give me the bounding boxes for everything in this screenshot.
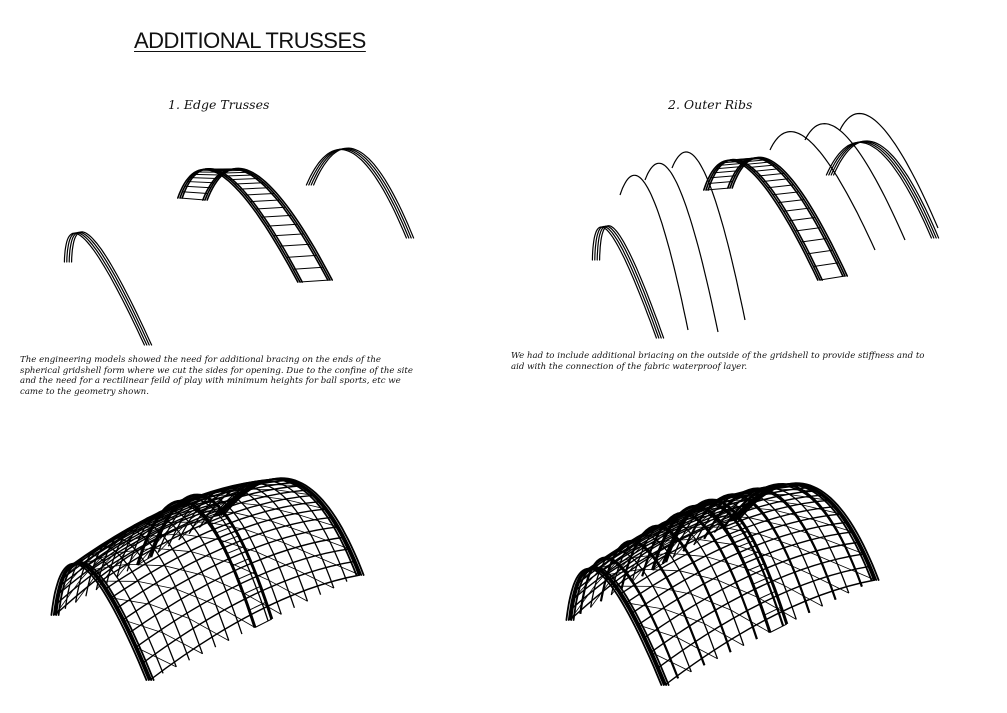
edge-truss-center-rung (188, 182, 214, 183)
edge-truss-center-rung (230, 178, 259, 179)
rib-truss-center-rung (784, 208, 810, 211)
edge-truss-center-rung (250, 200, 280, 202)
gridshell-truss-rung (770, 624, 787, 632)
rib-truss-center-chord (708, 160, 822, 280)
edge-truss-center-rung (225, 175, 254, 176)
edge-truss-center-rung (287, 255, 317, 257)
edge-truss-center-rung (256, 207, 286, 209)
edge-truss-center-rung (216, 170, 244, 171)
edge-truss-center-rung (240, 188, 269, 189)
rib-truss-center-rung (749, 165, 775, 168)
rib-truss-center-rung (768, 185, 794, 188)
edge-truss-center-rung (185, 186, 211, 187)
section-heading-outer-ribs: 2. Outer Ribs (668, 97, 753, 112)
edge-truss-center-rung (274, 234, 304, 236)
grid-member (65, 555, 163, 674)
rib-truss-center-rung (763, 179, 789, 182)
rib-truss-center-rung (801, 238, 826, 242)
edge-truss-center-rung (268, 224, 298, 226)
rib-truss-center-rung (789, 217, 815, 220)
section-description-edge-trusses: The engineering models showed the need for additional bracing on the ends of the spherical gridshell form where we cut the sides for opening. Due to the confine of the site and the need for a rectilinear feild of play with minimum heights for ball sports, etc we came to the geometry shown. (20, 355, 413, 397)
edge-truss-center-rung (182, 192, 207, 194)
gridshell-truss-rung (255, 619, 272, 627)
edge-arch-front (72, 232, 152, 345)
rib-truss-center-rung (745, 162, 771, 164)
rib-edge-arch-front (600, 226, 664, 338)
rib-truss-center-rung (778, 200, 804, 203)
rib-truss-center-rung (753, 169, 779, 172)
edge-arch-front (69, 232, 149, 345)
edge-truss-center-rung (280, 244, 310, 246)
edge-truss-center-rung (245, 193, 274, 195)
edge-arch-front (64, 233, 144, 345)
section-heading-edge-trusses: 1. Edge Trusses (168, 97, 270, 112)
edge-truss-center-rung (191, 178, 217, 179)
edge-trusses-drawing (64, 148, 413, 345)
edge-truss-center-rung (235, 183, 264, 184)
rib-truss-center-rung (820, 276, 845, 280)
outer-rib (620, 175, 688, 330)
rib-truss-center-rung (807, 250, 832, 254)
rib-edge-arch-front (597, 226, 661, 338)
edge-truss-center-chord (203, 169, 328, 280)
edge-truss-center-rung (262, 215, 292, 217)
outer-rib (840, 114, 938, 229)
edge-arch-front (67, 233, 147, 345)
rib-truss-center-rung (795, 228, 820, 231)
page-title: ADDITIONAL TRUSSES (134, 28, 366, 53)
edge-truss-center-rung (194, 174, 221, 175)
edge-truss-center-rung (180, 198, 205, 200)
rib-truss-center-rung (758, 173, 784, 176)
edge-truss-center-rung (300, 280, 330, 282)
outer-ribs-drawing (592, 114, 938, 339)
edge-truss-center-rung (293, 267, 323, 269)
section-description-outer-ribs: We had to include additional briacing on the outside of the gridshell to provide stiffness and to aid with the connection of the fabric waterproof layer. (511, 351, 925, 372)
gridshell-edge-trusses-drawing (51, 478, 363, 680)
rib-truss-center-rung (814, 263, 839, 267)
rib-edge-arch-front (595, 227, 659, 339)
gridshell-outer-ribs-drawing (566, 483, 878, 685)
rib-truss-center-rung (773, 192, 799, 195)
